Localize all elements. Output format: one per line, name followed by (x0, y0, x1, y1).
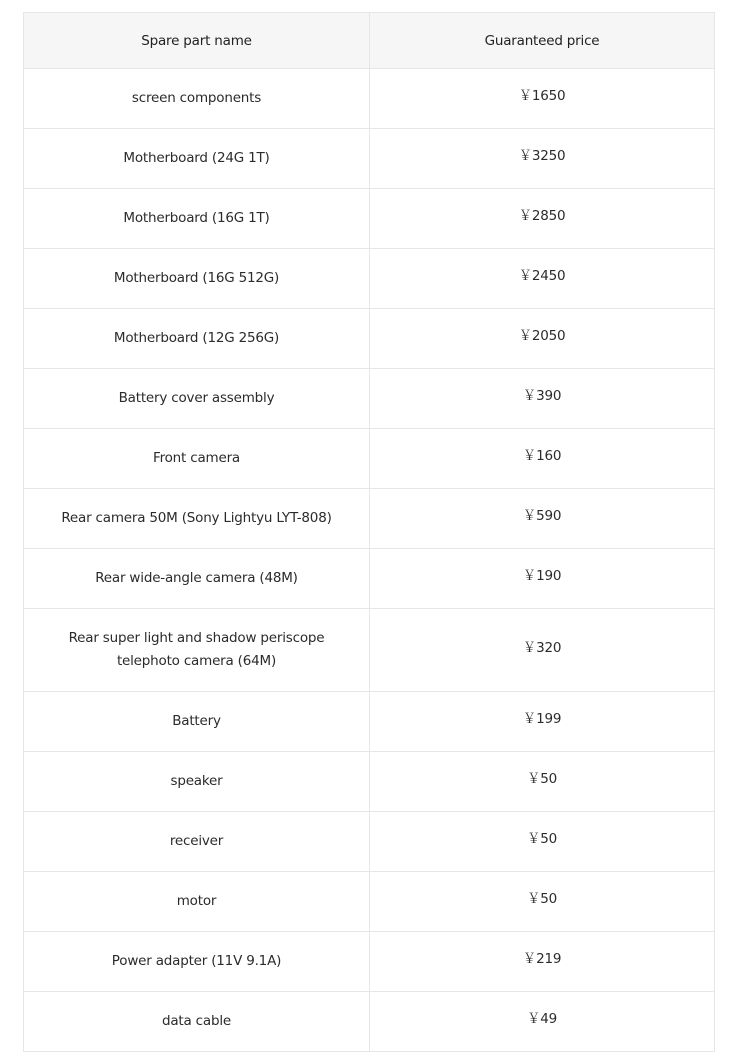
price-cell: ￥320 (370, 609, 715, 692)
price-cell: ￥3250 (370, 129, 715, 189)
table-row (24, 549, 715, 609)
table-row (24, 489, 715, 549)
price-cell: ￥50 (370, 872, 715, 932)
table-row (24, 129, 715, 189)
part-name-cell: receiver (24, 812, 370, 872)
part-name-cell: screen components (24, 69, 370, 129)
price-cell: ￥50 (370, 752, 715, 812)
part-name-cell: Motherboard (16G 1T) (24, 189, 370, 249)
part-name-cell: motor (24, 872, 370, 932)
table-header (24, 13, 715, 69)
header-row (24, 13, 715, 69)
table-row (24, 609, 715, 692)
part-name-cell: Motherboard (16G 512G) (24, 249, 370, 309)
price-cell: ￥2850 (370, 189, 715, 249)
part-name-cell: Rear camera 50M (Sony Lightyu LYT-808) (24, 489, 370, 549)
part-name-cell: Battery cover assembly (24, 369, 370, 429)
price-cell: ￥219 (370, 932, 715, 992)
table-row (24, 309, 715, 369)
spare-parts-price-table (23, 12, 715, 1052)
table-row (24, 369, 715, 429)
table-body (24, 69, 715, 1052)
part-name-cell: Power adapter (11V 9.1A) (24, 932, 370, 992)
part-name-cell: Front camera (24, 429, 370, 489)
price-cell: ￥190 (370, 549, 715, 609)
header-guaranteed-price: Guaranteed price (370, 13, 715, 69)
part-name-cell: Rear wide-angle camera (48M) (24, 549, 370, 609)
price-cell: ￥2450 (370, 249, 715, 309)
price-cell: ￥50 (370, 812, 715, 872)
price-cell: ￥390 (370, 369, 715, 429)
price-cell: ￥160 (370, 429, 715, 489)
part-name-cell: data cable (24, 992, 370, 1052)
table-row (24, 752, 715, 812)
table-row (24, 249, 715, 309)
table-row (24, 429, 715, 489)
part-name-cell: Motherboard (12G 256G) (24, 309, 370, 369)
header-part-name: Spare part name (24, 13, 370, 69)
price-cell: ￥49 (370, 992, 715, 1052)
part-name-cell: Rear super light and shadow periscope telephoto camera (64M) (24, 609, 370, 692)
table-row (24, 189, 715, 249)
table-row (24, 932, 715, 992)
table-row (24, 692, 715, 752)
price-cell: ￥2050 (370, 309, 715, 369)
price-cell: ￥199 (370, 692, 715, 752)
part-name-cell: speaker (24, 752, 370, 812)
price-cell: ￥590 (370, 489, 715, 549)
price-cell: ￥1650 (370, 69, 715, 129)
table-row (24, 812, 715, 872)
table-row (24, 872, 715, 932)
part-name-cell: Motherboard (24G 1T) (24, 129, 370, 189)
part-name-cell: Battery (24, 692, 370, 752)
table-row (24, 69, 715, 129)
